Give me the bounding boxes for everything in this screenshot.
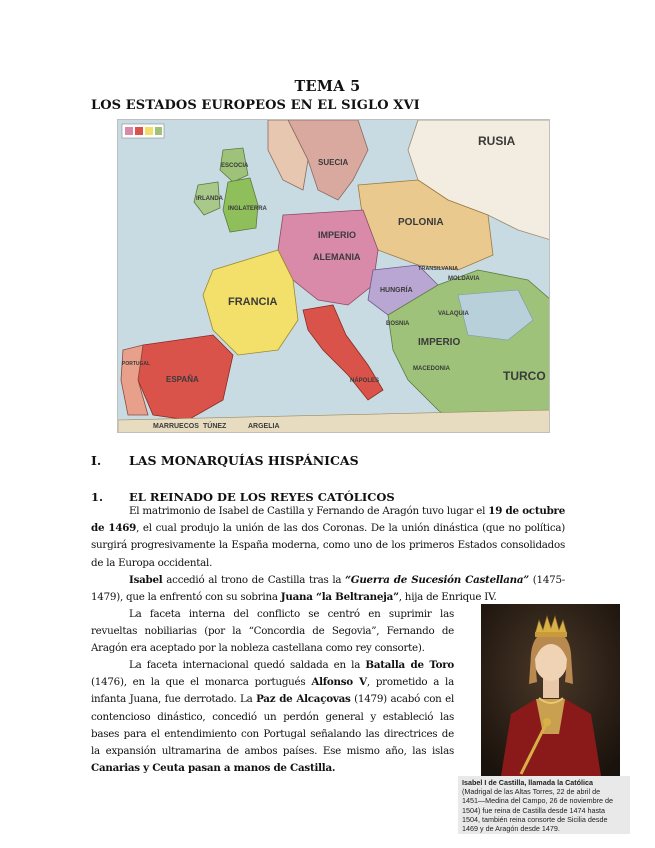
isabel-portrait-image (481, 604, 620, 776)
page-subtitle: LOS ESTADOS EUROPEOS EN EL SIGLO XVI (91, 98, 420, 113)
label-argelia: ARGELIA (248, 423, 280, 430)
page-title: TEMA 5 (294, 78, 361, 95)
label-imperio: IMPERIO (318, 230, 357, 240)
label-bosnia: BOSNIA (386, 321, 410, 327)
label-valaquia: VALAQUIA (438, 311, 469, 317)
portrait-graphic (481, 604, 620, 776)
label-portugal: PORTUGAL (122, 361, 151, 367)
paragraph-2: Isabel accedió al trono de Castilla tras la “Guerra de Sucesión Castellana” (1475- 1479), que la enfrentó con su sobrina Juana “la Beltraneja”, hija de Enrique IV. (91, 574, 565, 604)
label-alemania: ALEMANIA (313, 252, 361, 262)
label-napoles: NÁPOLES (350, 378, 380, 384)
section-number: I. (91, 453, 102, 468)
paragraph-1: El matrimonio de Isabel de Castilla y Fernando de Aragón tuvo lugar el 19 de octubre de 1469, el cual produjo la unión de las dos Coronas. De la unión dinástica (que no política) surgirá progresivamente la España moderna, como uno de los primeros Estados consolidados de la Europa occidental. (91, 505, 565, 569)
section-title: LAS MONARQUÍAS HISPÁNICAS (129, 453, 359, 468)
label-transilvania: TRANSILVANIA (418, 266, 459, 272)
portrait-caption: Isabel I de Castilla, llamada la Católica (Madrigal de las Altas Torres, 22 de abril de 1451—Medina del Campo, 26 de noviembre de 1504) fue reina de Castilla desde 1474 hasta 1504, también reina consorte de Sicilia desde 1469 y de Aragón desde 1479. (458, 776, 630, 834)
england-region (223, 178, 258, 232)
label-francia: FRANCIA (228, 296, 278, 308)
subsection-title: EL REINADO DE LOS REYES CATÓLICOS (129, 490, 395, 504)
label-moldavia: MOLDAVIA (448, 276, 480, 282)
label-irlanda: IRLANDA (196, 196, 223, 202)
label-polonia: POLONIA (398, 217, 444, 228)
italy-region (303, 305, 383, 400)
label-imperio-otomano: IMPERIO (418, 337, 461, 348)
label-marruecos: MARRUECOS (153, 423, 199, 430)
label-escocia: ESCOCIA (221, 163, 249, 169)
paragraph-3: La faceta interna del conflicto se centró en suprimir las revueltas nobiliarias (por la “Concordia de Segovia”, Fernando de Aragón era aceptado por la nobleza castellana como rey consorte). (91, 608, 454, 655)
paragraph-4: La faceta internacional quedó saldada en la Batalla de Toro (1476), en la que el monarca portugués Alfonso V, prometido a la infanta Juana, fue derrotado. La Paz de Alcaçovas (1479) acabó con el contencioso dinástico, concedió un perdón general y estableció las bases para el entendimiento con Portugal señalando las directrices de la expansión ultramarina de ambos países. Ese mismo año, las islas Canarias y Ceuta pasan a manos de Castilla. (91, 659, 454, 775)
section-heading-1 (91, 453, 359, 468)
map-graphic (118, 120, 550, 433)
europe-16th-century-map (117, 119, 550, 433)
label-inglaterra: INGLATERRA (228, 206, 267, 212)
label-hungria: HUNGRÍA (380, 287, 413, 294)
label-turco: TURCO (503, 369, 546, 383)
label-tunez: TÚNEZ (203, 423, 227, 430)
label-rusia: RUSIA (478, 134, 516, 148)
subsection-number: 1. (91, 490, 104, 504)
label-macedonia: MACEDONIA (413, 366, 450, 372)
section-heading-2 (91, 490, 395, 504)
label-espana: ESPAÑA (166, 375, 199, 384)
label-suecia: SUECIA (318, 158, 349, 167)
